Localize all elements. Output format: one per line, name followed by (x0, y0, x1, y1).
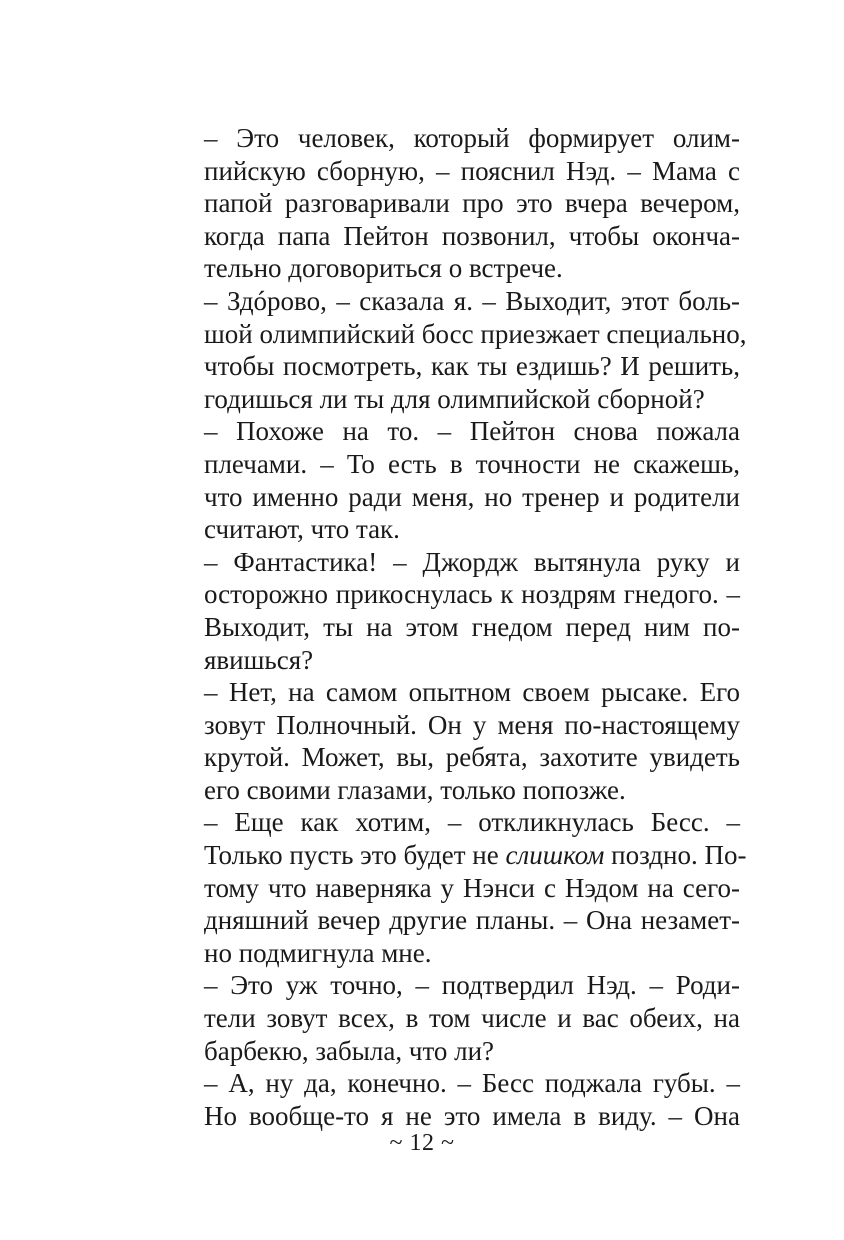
text-line: когда папа Пейтон позвонил, чтобы оконча- (204, 220, 740, 251)
text-line: папой разговаривали про это вчера вечером, (204, 188, 740, 219)
text-line: осторожно прикоснулась к ноздрям гнедого. – (204, 579, 740, 610)
text-line: – Это человек, который формирует олим- (204, 123, 740, 153)
text-line: – Похоже на то. – Пейтон снова пожала (204, 416, 740, 447)
paragraph-8 (178, 1067, 740, 1132)
paragraph-6 (178, 806, 747, 969)
paragraph-2 (178, 285, 747, 415)
page-number: ~ 12 ~ (389, 1130, 455, 1156)
text-line: плечами. – То есть в точности не скажешь, (204, 448, 740, 479)
text-line: – Это уж точно, – подтвердил Нэд. – Роди- (204, 970, 740, 1001)
text-line: считают, что так. (204, 514, 400, 545)
text-line: но подмигнула мне. (204, 937, 432, 968)
text-line: явишься? (204, 644, 314, 675)
text-line: – Нет, на самом опытном своем рысаке. Его (204, 677, 740, 708)
text-line: – Здóрово, – сказала я. – Выходит, этот боль- (204, 285, 740, 316)
paragraph-5 (178, 676, 740, 806)
text-line: крутой. Может, вы, ребята, захотите увидеть (204, 742, 740, 773)
text-line: дняшний вечер другие планы. – Она незамет- (204, 905, 740, 936)
text-line: шой олимпийский босс приезжает специально, (204, 318, 747, 349)
body-text (178, 122, 747, 1132)
text-line: Но вообще-то я не это имела в виду. – Она (204, 1100, 740, 1131)
text-line: тели зовут всех, в том числе и вас обеих, на (204, 1003, 740, 1034)
text-line: – Фантастика! – Джордж вытянула руку и (204, 546, 740, 577)
paragraph-1 (178, 122, 740, 285)
text-line: пийскую сборную, – пояснил Нэд. – Мама с (204, 155, 740, 186)
paragraph-4 (178, 546, 740, 676)
paragraph-7 (178, 969, 740, 1067)
text-fragment: поздно. По- (604, 840, 747, 871)
text-line: – Еще как хотим, – откликнулась Бесс. – (204, 807, 740, 838)
emphasized-word: слишком (505, 840, 605, 871)
text-line: – А, ну да, конечно. – Бесс поджала губы. – (204, 1068, 740, 1099)
text-line: барбекю, забыла, что ли? (204, 1035, 495, 1066)
text-line: что именно ради меня, но тренер и родители (204, 481, 740, 512)
text-fragment: Только пусть это будет не (204, 840, 506, 871)
text-line: чтобы посмотреть, как ты ездишь? И решить, (204, 351, 740, 382)
text-line: Выходит, ты на этом гнедом перед ним по- (204, 611, 740, 642)
text-line: зовут Полночный. Он у меня по-настоящему (204, 709, 740, 740)
text-line: тельно договориться о встрече. (204, 253, 563, 284)
text-line: годишься ли ты для олимпийской сборной? (204, 383, 705, 414)
text-line: тому что наверняка у Нэнси с Нэдом на сего- (204, 872, 740, 903)
text-line (178, 839, 747, 872)
text-line: его своими глазами, только попозже. (204, 774, 626, 805)
paragraph-3 (178, 415, 740, 545)
